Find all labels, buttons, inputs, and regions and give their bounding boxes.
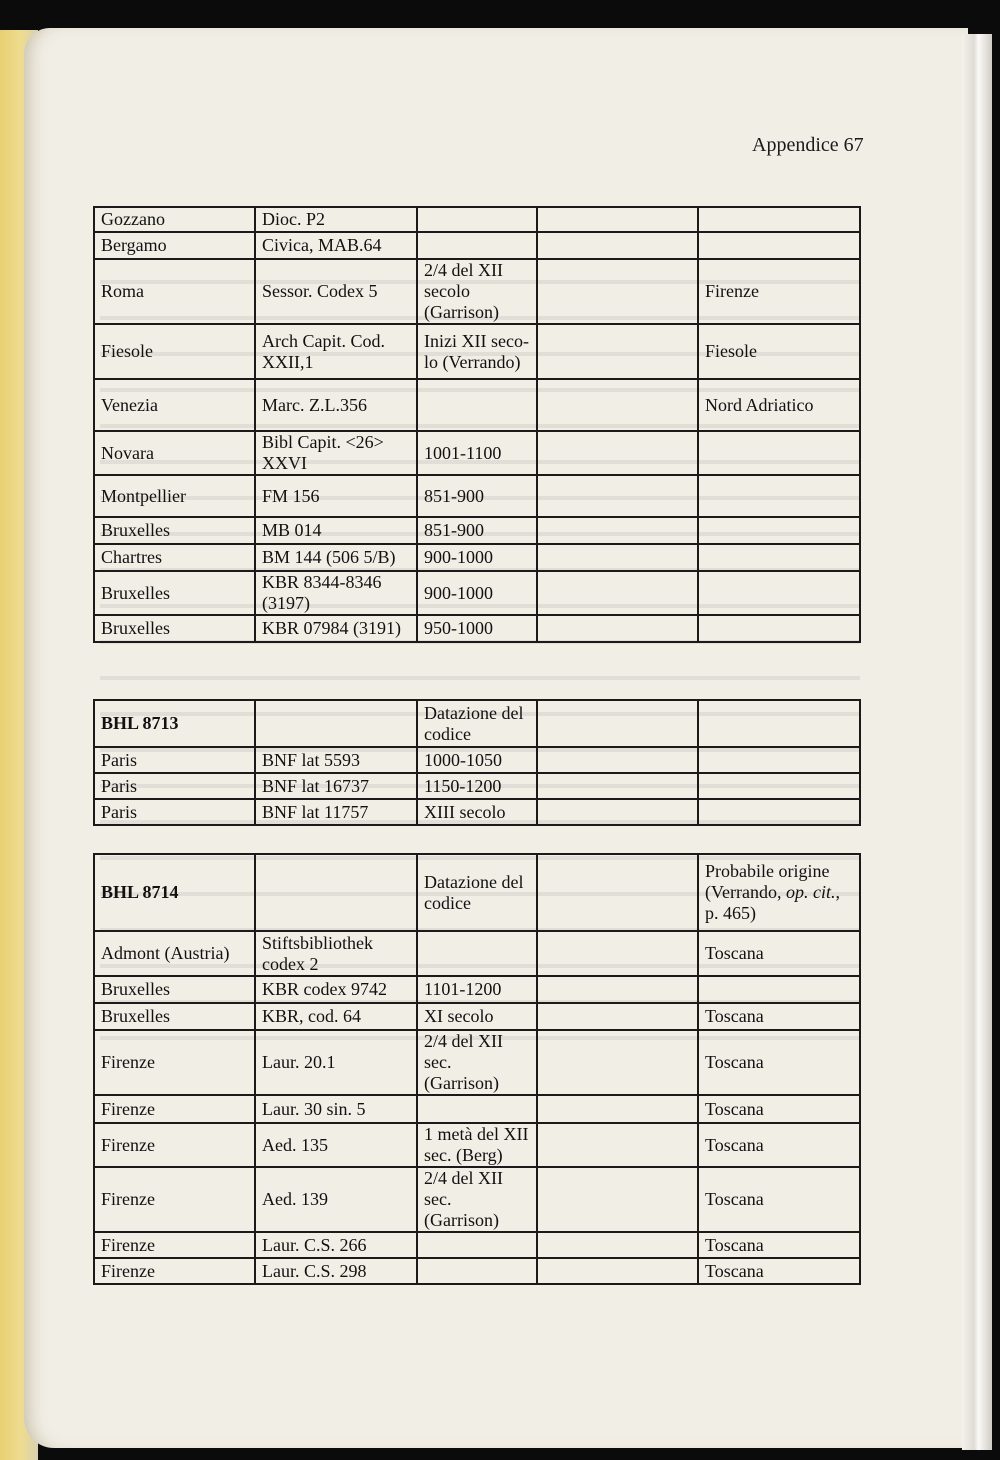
table-cell: Bergamo [94, 232, 255, 259]
table-cell [698, 747, 860, 773]
table-cell [537, 1095, 698, 1123]
table-cell: 851-900 [417, 475, 537, 517]
table-cell [698, 571, 860, 615]
date-header: Datazione del codice [417, 700, 537, 747]
table-cell: Venezia [94, 379, 255, 431]
table-cell: Paris [94, 799, 255, 825]
table-cell: 1150-1200 [417, 773, 537, 799]
table-row [94, 571, 860, 615]
table-cell [417, 931, 537, 976]
table-cell: Firenze [94, 1258, 255, 1284]
table-cell: Bibl Capit. <26> XXVI [255, 431, 417, 475]
table-cell: Roma [94, 259, 255, 324]
table-cell [698, 544, 860, 571]
date-header: Datazione del codice [417, 854, 537, 931]
table-row [94, 615, 860, 642]
table-cell: Firenze [94, 1095, 255, 1123]
table-row [94, 379, 860, 431]
table-cell: Bruxelles [94, 1003, 255, 1030]
table-cell [537, 747, 698, 773]
table-cell: 900-1000 [417, 544, 537, 571]
table-row [94, 1258, 860, 1284]
table-cell: Firenze [94, 1167, 255, 1232]
table-row [94, 475, 860, 517]
table-cell [417, 207, 537, 232]
table-cell: XIII secolo [417, 799, 537, 825]
table-cell: Aed. 135 [255, 1123, 417, 1167]
table-row [94, 324, 860, 379]
table-cell [537, 259, 698, 324]
table-cell: Nord Adriatico [698, 379, 860, 431]
table-cell [698, 232, 860, 259]
table-cell: Toscana [698, 1030, 860, 1095]
table-row [94, 773, 860, 799]
table-cell [537, 324, 698, 379]
table-cell: Toscana [698, 1123, 860, 1167]
table-cell [698, 799, 860, 825]
table-row [94, 799, 860, 825]
table-cell: 2/4 del XII sec. (Garrison) [417, 1167, 537, 1232]
table-cell [698, 475, 860, 517]
table-cell [537, 931, 698, 976]
table-cell [255, 700, 417, 747]
table-row [94, 544, 860, 571]
bhl-8713-table [93, 699, 861, 826]
table-row [94, 207, 860, 232]
table-cell: KBR, cod. 64 [255, 1003, 417, 1030]
table-row [94, 517, 860, 544]
table-row [94, 1123, 860, 1167]
table-cell [417, 1232, 537, 1258]
table-cell [537, 1003, 698, 1030]
table-row [94, 1232, 860, 1258]
table-cell: Chartres [94, 544, 255, 571]
table-header-row [94, 700, 860, 747]
table-cell: 1000-1050 [417, 747, 537, 773]
table-cell [537, 1123, 698, 1167]
section-title: Appendice [752, 134, 839, 156]
table-row [94, 931, 860, 976]
table-cell: Fiesole [698, 324, 860, 379]
running-header [752, 134, 864, 157]
table-cell: Paris [94, 747, 255, 773]
table-cell [537, 1030, 698, 1095]
table-cell: Toscana [698, 931, 860, 976]
table-cell [537, 976, 698, 1003]
table-cell [698, 431, 860, 475]
table-cell [255, 854, 417, 931]
table-cell [417, 1095, 537, 1123]
table-cell [537, 799, 698, 825]
table-row [94, 747, 860, 773]
table-cell [537, 1167, 698, 1232]
table-cell [698, 517, 860, 544]
table-cell: Toscana [698, 1167, 860, 1232]
table-cell [537, 854, 698, 931]
table-cell: KBR 07984 (3191) [255, 615, 417, 642]
table-title: BHL 8714 [94, 854, 255, 931]
table-cell: KBR 8344-8346 (3197) [255, 571, 417, 615]
table-cell [537, 379, 698, 431]
table-cell: Arch Capit. Cod. XXII,1 [255, 324, 417, 379]
table-cell: Sessor. Codex 5 [255, 259, 417, 324]
table-cell: Bruxelles [94, 517, 255, 544]
table-cell: Firenze [94, 1232, 255, 1258]
table-cell: Firenze [698, 259, 860, 324]
table-row [94, 431, 860, 475]
table-cell [537, 517, 698, 544]
table-cell [537, 232, 698, 259]
table-cell: BNF lat 5593 [255, 747, 417, 773]
table-cell [417, 379, 537, 431]
table-row [94, 1095, 860, 1123]
table-cell [698, 700, 860, 747]
table-cell [417, 1258, 537, 1284]
table-cell [417, 232, 537, 259]
table-cell: 1 metà del XII sec. (Berg) [417, 1123, 537, 1167]
table-header-row [94, 854, 860, 931]
table-cell: MB 014 [255, 517, 417, 544]
table-cell: Firenze [94, 1030, 255, 1095]
table-cell [537, 700, 698, 747]
table-cell: 900-1000 [417, 571, 537, 615]
table-cell: Novara [94, 431, 255, 475]
table-cell: 1001-1100 [417, 431, 537, 475]
manuscripts-table-body [94, 207, 860, 642]
table-cell: 950-1000 [417, 615, 537, 642]
table-cell: Marc. Z.L.356 [255, 379, 417, 431]
table-row [94, 1167, 860, 1232]
table-cell: XI secolo [417, 1003, 537, 1030]
table-cell: 851-900 [417, 517, 537, 544]
page-number: 67 [843, 134, 864, 156]
table-title: BHL 8713 [94, 700, 255, 747]
table-cell: Fiesole [94, 324, 255, 379]
table-cell [537, 544, 698, 571]
manuscripts-table [93, 206, 861, 643]
table-cell [537, 475, 698, 517]
table-cell: Admont (Austria) [94, 931, 255, 976]
table-cell: Toscana [698, 1232, 860, 1258]
table-row [94, 1003, 860, 1030]
table-cell [698, 773, 860, 799]
table-cell: FM 156 [255, 475, 417, 517]
table-cell: Aed. 139 [255, 1167, 417, 1232]
table-cell: BNF lat 16737 [255, 773, 417, 799]
bhl-8714-table [93, 853, 861, 1285]
table-cell: Laur. 30 sin. 5 [255, 1095, 417, 1123]
table-cell [537, 571, 698, 615]
table-cell: Toscana [698, 1003, 860, 1030]
table-cell: Bruxelles [94, 976, 255, 1003]
table-cell: Bruxelles [94, 615, 255, 642]
table-cell: Inizi XII seco-lo (Verrando) [417, 324, 537, 379]
table-cell: 2/4 del XII secolo (Garrison) [417, 259, 537, 324]
table-cell: Dioc. P2 [255, 207, 417, 232]
table-cell [537, 207, 698, 232]
table-cell: Montpellier [94, 475, 255, 517]
table-row [94, 232, 860, 259]
table-cell: Laur. 20.1 [255, 1030, 417, 1095]
table-cell: Bruxelles [94, 571, 255, 615]
table-row [94, 1030, 860, 1095]
table-row [94, 976, 860, 1003]
table-cell: Laur. C.S. 266 [255, 1232, 417, 1258]
table-cell [537, 1232, 698, 1258]
table-cell: Laur. C.S. 298 [255, 1258, 417, 1284]
table-cell: Civica, MAB.64 [255, 232, 417, 259]
table-cell [537, 615, 698, 642]
page-edges [962, 34, 992, 1450]
table-cell: Paris [94, 773, 255, 799]
table-cell: Toscana [698, 1095, 860, 1123]
table-cell: Firenze [94, 1123, 255, 1167]
origin-header: Probabile origine (Verrando, op. cit., p. 465) [698, 854, 860, 931]
table-cell: Gozzano [94, 207, 255, 232]
table-cell [537, 431, 698, 475]
table-cell: KBR codex 9742 [255, 976, 417, 1003]
table-cell [698, 207, 860, 232]
table-cell: BNF lat 11757 [255, 799, 417, 825]
table-cell: 2/4 del XII sec. (Garrison) [417, 1030, 537, 1095]
table-cell: BM 144 (506 5/B) [255, 544, 417, 571]
table-cell [698, 976, 860, 1003]
table-cell: 1101-1200 [417, 976, 537, 1003]
table-cell [698, 615, 860, 642]
table-row [94, 259, 860, 324]
table-cell: Toscana [698, 1258, 860, 1284]
table-cell: Stiftsbibliothek codex 2 [255, 931, 417, 976]
table-cell [537, 773, 698, 799]
table-cell [537, 1258, 698, 1284]
